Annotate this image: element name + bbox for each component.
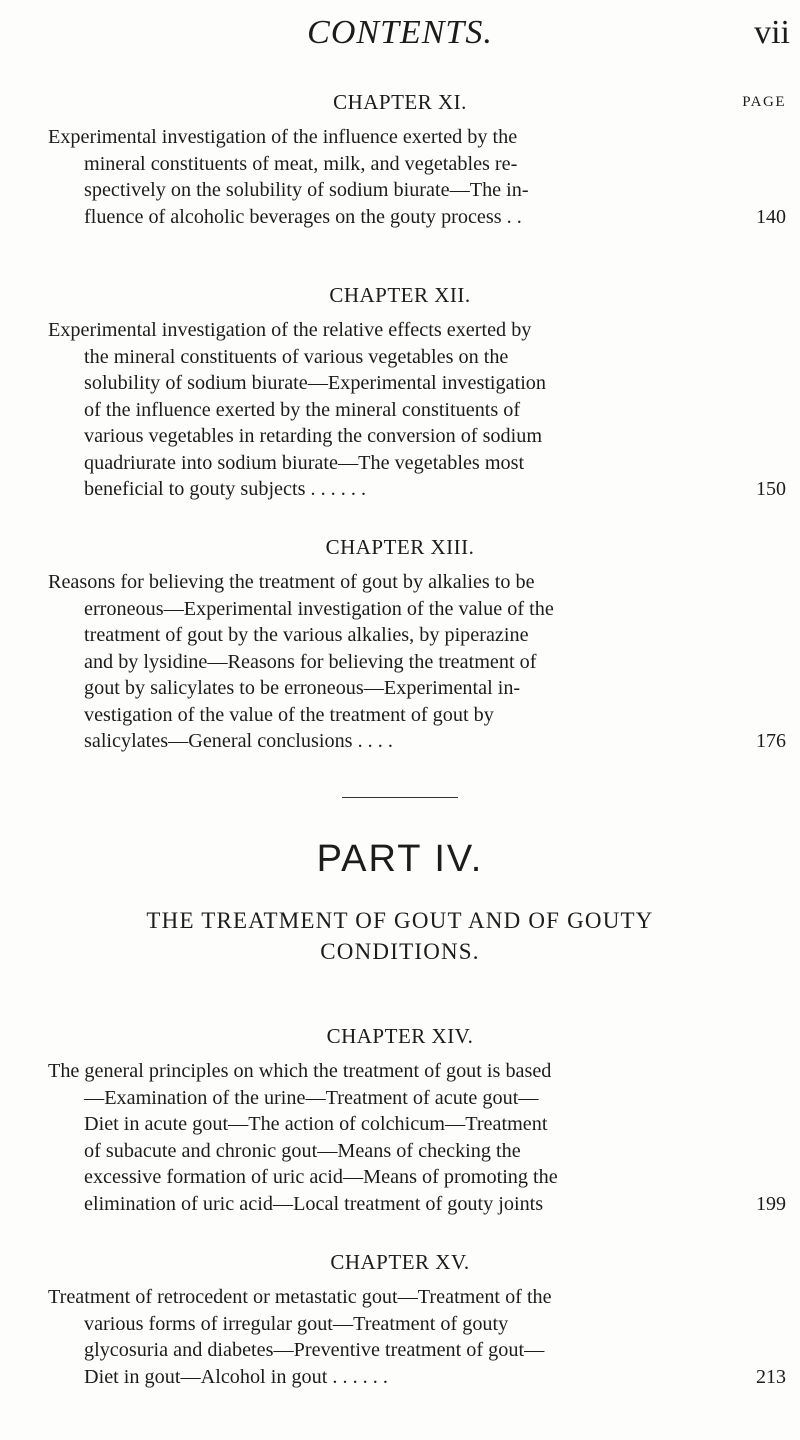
section-divider [342,797,458,798]
chapter-page-ref: 140 [756,205,786,228]
chapter-summary [48,1058,786,1217]
summary-line: Treatment of retrocedent or metastatic gout—Treatment of the [48,1286,552,1308]
summary-line: treatment of gout by the various alkalies, by piperazine [84,624,529,646]
part-subtitle-line: CONDITIONS. [320,939,480,964]
summary-line: Reasons for believing the treatment of gout by alkalies to be [48,571,535,593]
summary-line: Diet in gout—Alcohol in gout . . . . . . [84,1365,388,1388]
summary-line: —Examination of the urine—Treatment of acute gout— [84,1086,539,1109]
summary-line: solubility of sodium biurate—Experimental investigation [84,372,546,394]
chapter-summary [48,317,786,503]
running-title: CONTENTS. [307,14,493,51]
summary-line: quadriurate into sodium biurate—The vegetables most [84,451,525,474]
summary-line: Experimental investigation of the influence exerted by the [48,126,518,148]
chapter-xiii [0,535,800,755]
chapter-xii [0,283,800,503]
summary-line: excessive formation of uric acid—Means of promoting the [84,1166,558,1188]
page-number: vii [754,14,790,51]
chapter-summary [48,124,786,230]
summary-line: salicylates—General conclusions . . . . [84,730,393,752]
summary-line: Experimental investigation of the relative effects exerted by [48,319,532,341]
chapter-title: CHAPTER XV. [330,1250,470,1274]
chapter-page-ref: 199 [756,1192,786,1215]
part-title: PART IV. [316,838,484,880]
chapter-xi [0,90,800,230]
chapter-title: CHAPTER XI. [333,90,467,114]
part-subtitle-line: THE TREATMENT OF GOUT AND OF GOUTY [146,908,654,933]
chapter-title: CHAPTER XIII. [325,535,475,559]
summary-line: fluence of alcoholic beverages on the gouty process . . [84,205,522,228]
chapter-xv [0,1250,800,1390]
chapter-xiv [0,1024,800,1217]
page-column-label: PAGE [742,94,786,110]
summary-line: spectively on the solubility of sodium biurate—The in- [84,179,529,201]
part-subtitle [0,905,800,967]
summary-line: elimination of uric acid—Local treatment of gouty joints [84,1192,544,1215]
summary-line: erroneous—Experimental investigation of the value of the [84,597,554,620]
summary-line: of subacute and chronic gout—Means of checking the [84,1139,521,1162]
chapter-title: CHAPTER XII. [329,283,471,307]
summary-line: vestigation of the value of the treatment of gout by [84,703,494,726]
chapter-page-ref: 176 [756,730,786,752]
chapter-summary [48,1284,786,1390]
running-head [0,14,800,54]
chapter-summary [48,569,786,755]
chapter-title: CHAPTER XIV. [326,1024,474,1048]
summary-line: Diet in acute gout—The action of colchicum—Treatment [84,1113,548,1135]
summary-line: glycosuria and diabetes—Preventive treatment of gout— [84,1339,545,1361]
summary-line: gout by salicylates to be erroneous—Experimental in- [84,677,521,699]
summary-line: and by lysidine—Reasons for believing the treatment of [84,650,537,673]
summary-line: beneficial to gouty subjects . . . . . . [84,478,367,500]
summary-line: mineral constituents of meat, milk, and vegetables re- [84,152,518,175]
summary-line: The general principles on which the treatment of gout is based [48,1060,552,1082]
summary-line: the mineral constituents of various vegetables on the [84,345,509,368]
chapter-page-ref: 150 [756,478,786,500]
summary-line: various vegetables in retarding the conversion of sodium [84,425,543,447]
summary-line: of the influence exerted by the mineral constituents of [84,398,521,421]
chapter-page-ref: 213 [756,1365,786,1388]
summary-line: various forms of irregular gout—Treatment of gouty [84,1312,509,1335]
